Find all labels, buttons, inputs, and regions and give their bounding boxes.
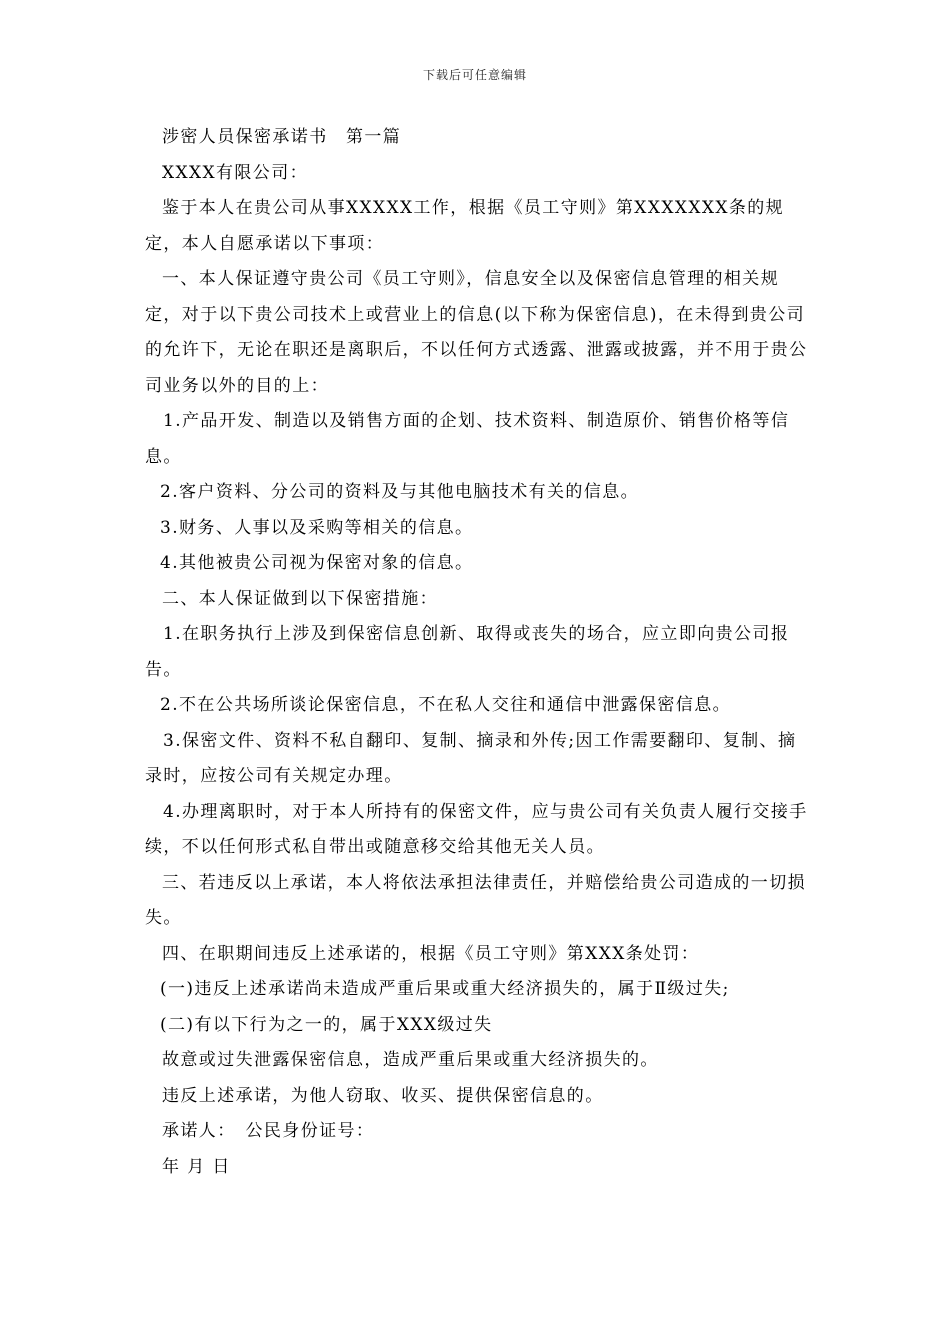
list-item: (一)违反上述承诺尚未造成严重后果或重大经济损失的，属于Ⅱ级过失; <box>160 979 730 999</box>
list-item: 4.其他被贵公司视为保密对象的信息。 <box>160 553 474 573</box>
list-item: 2.客户资料、分公司的资料及与其他电脑技术有关的信息。 <box>160 482 640 502</box>
paragraph: 三、若违反以上承诺，本人将依法承担法律责任，并赔偿给贵公司造成的一切损失。 <box>145 872 806 928</box>
page-header: 下载后可任意编辑 <box>422 68 527 82</box>
document-title: 涉密人员保密承诺书 第一篇 <box>162 127 402 147</box>
list-item: 3.财务、人事以及采购等相关的信息。 <box>160 517 474 538</box>
paragraph: 鉴于本人在贵公司从事XXXXX工作，根据《员工守则》第XXXXXXX条的规定，本人自愿承诺以下事项： <box>145 198 785 254</box>
paragraph: 一、本人保证遵守贵公司《员工守则》，信息安全以及保密信息管理的相关规定，对于以下贵公司技术上或营业上的信息(以下称为保密信息)，在未得到贵公司的允许下，无论在职还是离职后，不以任何方式透露、泄露或披露，并不用于贵公司业务以外的目的上： <box>145 269 808 396</box>
addressee: XXXX有限公司： <box>162 162 309 183</box>
list-item: (二)有以下行为之一的，属于XXX级过失 <box>160 1014 493 1035</box>
paragraph: 四、在职期间违反上述承诺的，根据《员工守则》第XXX条处罚： <box>162 943 700 964</box>
paragraph: 违反上述承诺，为他人窃取、收买、提供保密信息的。 <box>162 1085 604 1106</box>
paragraph: 故意或过失泄露保密信息，造成严重后果或重大经济损失的。 <box>162 1050 659 1070</box>
list-item: 1.产品开发、制造以及销售方面的企划、技术资料、制造原价、销售价格等信息。 <box>145 411 790 467</box>
signature-line: 承诺人： 公民身份证号： <box>162 1121 375 1141</box>
date-line: 年 月 日 <box>162 1156 231 1177</box>
list-item: 3.保密文件、资料不私自翻印、复制、摘录和外传;因工作需要翻印、复制、摘录时，应按公司有关规定办理。 <box>145 730 797 786</box>
paragraph: 二、本人保证做到以下保密措施： <box>162 588 438 609</box>
list-item: 1.在职务执行上涉及到保密信息创新、取得或丧失的场合，应立即向贵公司报告。 <box>145 624 790 680</box>
document-body <box>145 120 813 1185</box>
list-item: 4.办理离职时，对于本人所持有的保密文件，应与贵公司有关负责人履行交接手续，不以任何形式私自带出或随意移交给其他无关人员。 <box>145 801 808 857</box>
list-item: 2.不在公共场所谈论保密信息，不在私人交往和通信中泄露保密信息。 <box>160 695 732 715</box>
